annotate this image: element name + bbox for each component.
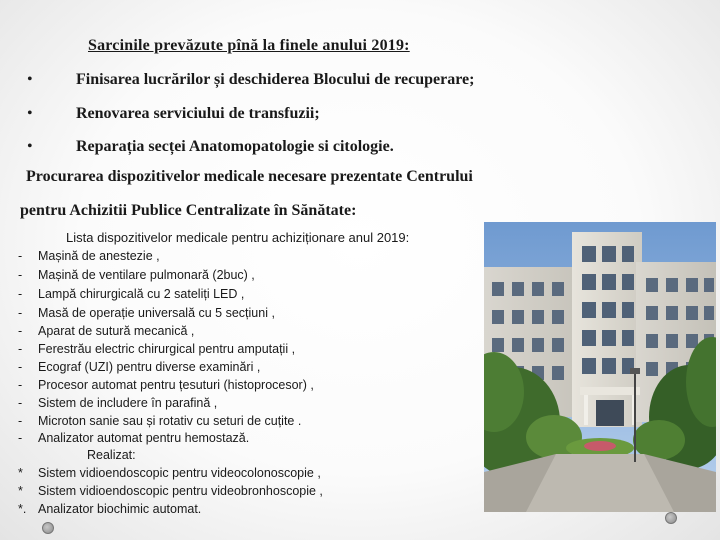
item-marker: *. <box>18 502 27 516</box>
item-text: Analizator automat pentru hemostază. <box>38 431 250 445</box>
item-text: Sistem de includere în parafină , <box>38 396 218 410</box>
bullet-text: Reparația secței Anatomopatologie si citologie. <box>76 138 394 155</box>
list-item <box>18 360 260 374</box>
task-bullet <box>27 71 474 89</box>
item-text: Microton sanie sau și rotativ cu seturi de cuțite . <box>38 414 302 428</box>
item-marker: - <box>18 287 23 301</box>
item-text: Ecograf (UZI) pentru diverse examinări , <box>38 360 261 374</box>
item-text: Mașină de anestezie , <box>38 249 160 263</box>
item-text: Procesor automat pentru țesuturi (histoprocesor) , <box>38 378 314 392</box>
list-item <box>18 414 301 428</box>
realized-item <box>18 466 321 480</box>
item-marker: - <box>18 431 23 445</box>
bullet-text: Renovarea serviciului de transfuzii; <box>76 105 320 122</box>
item-marker: * <box>18 466 23 480</box>
item-marker: - <box>18 342 23 356</box>
list-item <box>18 324 194 338</box>
procurement-line-2: pentru Achizitii Publice Centralizate în Sănătate: <box>20 202 357 219</box>
item-text: Aparat de sutură mecanică , <box>38 324 195 338</box>
hospital-building-photo <box>484 222 716 512</box>
item-marker: - <box>18 268 23 282</box>
item-marker: - <box>18 378 23 392</box>
realizat-label: Realizat: <box>87 448 136 462</box>
task-bullet <box>27 138 394 156</box>
item-text: Sistem vidioendoscopic pentru videocolonoscopie , <box>38 466 321 480</box>
list-item <box>18 396 217 410</box>
item-marker: * <box>18 484 23 498</box>
bullet-marker: • <box>27 105 33 122</box>
list-item <box>18 287 244 301</box>
realized-item <box>18 502 201 516</box>
decorative-dot-icon <box>42 522 54 534</box>
device-list-title: Lista dispozitivelor medicale pentru achiziționare anul 2019: <box>66 230 410 245</box>
item-marker: - <box>18 324 23 338</box>
item-marker: - <box>18 249 23 263</box>
procurement-line-1: Procurarea dispozitivelor medicale necesare prezentate Centrului <box>26 168 473 185</box>
list-item <box>18 342 295 356</box>
item-marker: - <box>18 360 23 374</box>
item-marker: - <box>18 306 23 320</box>
item-text: Mașină de ventilare pulmonară (2buc) , <box>38 268 255 282</box>
bullet-text: Finisarea lucrărilor și deschiderea Blocului de recuperare; <box>76 71 475 88</box>
list-item <box>18 268 255 282</box>
item-text: Sistem vidioendoscopic pentru videobronhoscopie , <box>38 484 323 498</box>
list-item <box>18 378 314 392</box>
item-marker: - <box>18 396 23 410</box>
item-text: Ferestrău electric chirurgical pentru amputații , <box>38 342 296 356</box>
list-item <box>18 431 249 445</box>
decorative-dot-icon <box>665 512 677 524</box>
list-item <box>18 306 275 320</box>
item-text: Lampă chirurgicală cu 2 sateliți LED , <box>38 287 245 301</box>
list-item <box>18 249 160 263</box>
item-text: Analizator biochimic automat. <box>38 502 202 516</box>
item-text: Masă de operație universală cu 5 secțiuni , <box>38 306 275 320</box>
task-bullet <box>27 105 320 123</box>
item-marker: - <box>18 414 23 428</box>
slide-title: Sarcinile prevăzute pînă la finele anului 2019: <box>88 37 410 54</box>
bullet-marker: • <box>27 71 33 88</box>
realized-item <box>18 484 323 498</box>
bullet-marker: • <box>27 138 33 155</box>
